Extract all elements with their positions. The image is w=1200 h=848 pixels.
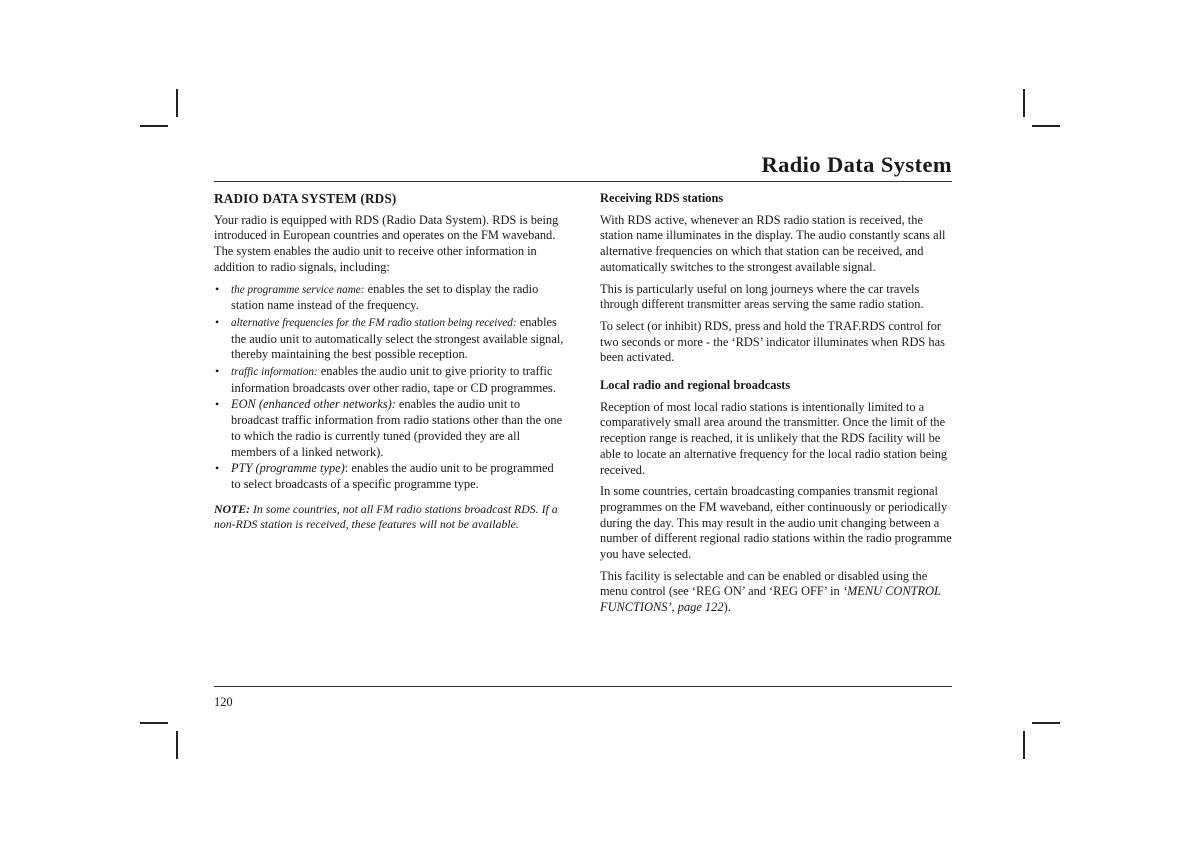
bullet-icon: • (215, 364, 220, 379)
rds-features-list (214, 282, 566, 493)
section-heading-local-radio: Local radio and regional broadcasts (600, 378, 791, 393)
section-heading-receiving: Receiving RDS stations (600, 191, 724, 205)
cross-reference: ‘MENU CONTROL FUNCTIONS’, page 122 (600, 584, 941, 615)
crop-mark (140, 722, 168, 724)
bullet-icon: • (215, 397, 220, 412)
crop-mark (1023, 89, 1025, 117)
list-item (214, 364, 566, 396)
local-paragraph-3-start: This facility is selectable and can be enabled or disabled using the menu control (see ‘REG ON’ and ‘REG OFF’ in (600, 568, 928, 599)
list-item-text: : enables the audio unit to be programmed to select broadcasts of a specific programme type. (231, 461, 554, 491)
receiving-paragraph-1: With RDS active, whenever an RDS radio station is received, the station name illuminates in the display. The audio constantly scans all alternative frequencies on which that station can be received, and automatically switches to the strongest available signal. (600, 212, 946, 274)
crop-mark (140, 125, 168, 127)
right-column (600, 191, 952, 622)
page-number: 120 (214, 695, 233, 709)
list-item-term: alternative frequencies for the FM radio station being received: (231, 316, 517, 329)
local-paragraph-2: In some countries, certain broadcasting companies transmit regional programmes on the FM waveband, either continuously or periodically during the day. This may result in the audio unit changing between a number of different regional radio stations within the radio programme you have selected. (600, 484, 952, 562)
list-item-term: the programme service name: (231, 283, 365, 296)
crop-mark (1032, 722, 1060, 724)
list-item (214, 461, 566, 492)
list-item-term: traffic information: (231, 366, 318, 379)
list-item-text: enables the set to display the radio station name instead of the frequency. (231, 281, 539, 313)
bullet-icon: • (215, 314, 220, 329)
list-item-text: enables the audio unit to give priority to traffic information broadcasts over other radio, tape or CD programmes. (231, 364, 556, 395)
footer-rule (214, 686, 952, 687)
header-rule (214, 181, 952, 182)
bullet-icon: • (215, 461, 220, 476)
list-item-term: PTY (programme type) (231, 461, 345, 476)
crop-mark (1023, 731, 1025, 759)
rds-intro-paragraph: Your radio is equipped with RDS (Radio Data System). RDS is being introduced in European countries and operates on the FM waveband. The system enables the audio unit to receive other information in addition to radio signals, including: (214, 212, 559, 274)
list-item-text: enables the audio unit to automatically select the strongest available signal, thereby maintaining the best possible reception. (231, 314, 564, 362)
local-paragraph-3-end: ). (723, 600, 731, 615)
bullet-icon: • (215, 281, 220, 296)
left-column (214, 191, 566, 539)
receiving-paragraph-3: To select (or inhibit) RDS, press and hold the TRAF.RDS control for two seconds or more - the ‘RDS’ indicator illuminates when RDS has been activated. (600, 318, 945, 365)
list-item-text: enables the audio unit to broadcast traffic information from radio stations other than the one to which the radio is currently tuned (provided they are all members of a linked network). (231, 397, 563, 459)
page-title: Radio Data System (761, 152, 952, 177)
note-paragraph (214, 502, 566, 533)
receiving-paragraph-2: This is particularly useful on long journeys where the car travels through different transmitter areas serving the same radio station. (600, 281, 924, 312)
list-item-term: EON (enhanced other networks): (231, 397, 396, 412)
section-heading-rds: RADIO DATA SYSTEM (RDS) (214, 191, 397, 206)
crop-mark (176, 89, 178, 117)
list-item (214, 282, 566, 314)
local-paragraph-1: Reception of most local radio stations is intentionally limited to a comparatively small area around the transmitter. Once the limit of the reception range is reached, it is unlikely that the RDS facility will be able to locate an alternative frequency for the local radio station being received. (600, 399, 948, 477)
crop-mark (176, 731, 178, 759)
note-label: NOTE: (214, 501, 251, 516)
list-item (214, 397, 566, 460)
crop-mark (1032, 125, 1060, 127)
note-text: In some countries, not all FM radio stations broadcast RDS. If a non-RDS station is received, these features will not be available. (214, 501, 558, 532)
list-item (214, 315, 566, 363)
local-paragraph-3 (600, 569, 952, 616)
